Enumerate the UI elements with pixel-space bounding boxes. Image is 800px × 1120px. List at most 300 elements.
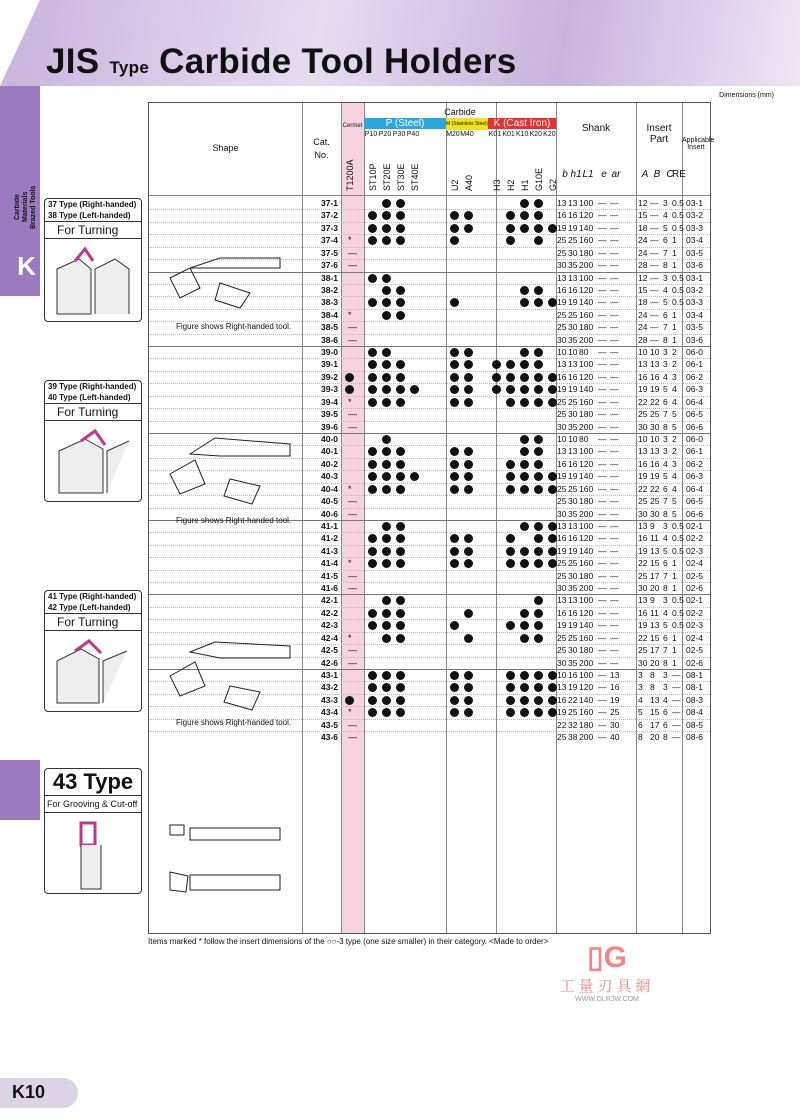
- availability-dot: [382, 373, 391, 382]
- availability-dot: [382, 522, 391, 531]
- dimension-value: 8: [663, 583, 668, 594]
- dimension-value: 30: [568, 645, 578, 656]
- dimension-value: 19: [638, 471, 648, 482]
- availability-dot: [534, 609, 543, 618]
- dimension-value: —: [598, 570, 607, 581]
- availability-dot: [520, 348, 529, 357]
- dimension-value: 5: [663, 297, 668, 308]
- cat-number: 38-5: [320, 322, 338, 333]
- dimension-value: 4: [663, 210, 668, 221]
- dimension-value: 9: [650, 595, 655, 606]
- availability-dot: [410, 385, 419, 394]
- dimension-value: 10: [650, 347, 660, 358]
- dimension-value: 120: [579, 371, 594, 382]
- dimension-value: —: [650, 284, 659, 295]
- applicable-insert: 03-3: [686, 297, 704, 308]
- availability-dot: [534, 199, 543, 208]
- dimension-value: —: [610, 322, 619, 333]
- availability-dot: [464, 671, 473, 680]
- tool-drawing-41: [160, 632, 300, 718]
- dimension-value: 11: [650, 533, 659, 544]
- dimension-value: 160: [579, 632, 594, 643]
- dimension-value: 12: [638, 198, 648, 208]
- applicable-insert: 08-1: [686, 682, 704, 693]
- availability-dot: [382, 286, 391, 295]
- dimension-value: 19: [557, 384, 567, 395]
- row-rule: [149, 334, 710, 335]
- grade-code: K01: [488, 131, 502, 138]
- availability-dot: [464, 696, 473, 705]
- dimension-value: 13: [557, 198, 567, 208]
- type-label: 41 Type (Right-handed): [48, 592, 137, 601]
- dimension-value: 22: [650, 396, 660, 407]
- dimension-value: 22: [557, 719, 567, 730]
- usage-label: For Turning: [45, 403, 141, 421]
- row-rule: [149, 371, 710, 372]
- availability-dot: [450, 211, 459, 220]
- dimension-value: 1: [672, 632, 677, 643]
- availability-dot: [506, 224, 515, 233]
- applicable-insert: 02-4: [686, 632, 704, 643]
- dimension-value: 30: [557, 334, 567, 345]
- cat-number: 43-6: [320, 732, 338, 743]
- availability-dot: [520, 360, 529, 369]
- dimension-value: —: [598, 409, 607, 420]
- dimension-value: 120: [579, 458, 594, 469]
- availability-dot: [520, 472, 529, 481]
- availability-dot: [534, 534, 543, 543]
- dimension-value: 140: [579, 471, 594, 482]
- dim-col-header: B: [653, 169, 661, 180]
- cermet-mark: *: [348, 707, 352, 718]
- type-badge-43: [44, 768, 142, 894]
- availability-dot: [464, 683, 473, 692]
- availability-dot: [506, 671, 515, 680]
- dimension-value: 30: [638, 583, 648, 594]
- dimension-value: 5: [672, 421, 677, 432]
- cermet-mark: —: [348, 645, 357, 656]
- dimension-value: 35: [568, 334, 578, 345]
- dimension-value: 13: [638, 520, 648, 531]
- availability-dot: [382, 485, 391, 494]
- availability-dot: [520, 373, 529, 382]
- dimension-value: 19: [610, 694, 620, 705]
- dimension-value: 35: [568, 657, 578, 668]
- dimension-value: —: [598, 247, 607, 258]
- availability-dot: [492, 385, 501, 394]
- dimension-value: 13: [568, 595, 578, 606]
- dimension-value: 25: [557, 496, 567, 507]
- availability-dot: [464, 460, 473, 469]
- dimension-value: 17: [650, 719, 660, 730]
- dim-col-header: h1: [570, 169, 582, 180]
- dimension-value: 180: [579, 409, 594, 420]
- dimension-value: 16: [568, 533, 578, 544]
- applicable-insert: 06-2: [686, 371, 704, 382]
- dimension-value: 19: [568, 471, 578, 482]
- cat-number: 41-2: [320, 533, 338, 544]
- dimension-value: 30: [557, 657, 567, 668]
- availability-dot: [534, 621, 543, 630]
- dimension-value: 160: [579, 235, 594, 246]
- availability-dot: [382, 708, 391, 717]
- dimension-value: 15: [650, 632, 660, 643]
- dimension-value: 160: [579, 707, 594, 718]
- dimension-value: 0.5: [672, 520, 684, 531]
- availability-dot: [506, 373, 515, 382]
- applicable-insert: 02-6: [686, 583, 704, 594]
- dimension-value: 0.5: [672, 595, 684, 606]
- applicable-insert: 02-5: [686, 645, 704, 656]
- column-rule: [496, 103, 497, 933]
- availability-dot: [464, 211, 473, 220]
- dimension-value: 0.5: [672, 620, 684, 631]
- dimension-value: 20: [650, 657, 660, 668]
- dimension-value: —: [598, 508, 607, 519]
- dimension-value: 5: [638, 707, 643, 718]
- dimension-value: 180: [579, 322, 594, 333]
- grade-code: P40: [406, 131, 420, 138]
- dimension-value: 22: [650, 483, 660, 494]
- cermet-mark: *: [348, 483, 352, 494]
- dimension-value: —: [598, 384, 607, 395]
- availability-dot: [520, 559, 529, 568]
- availability-dot: [450, 360, 459, 369]
- dimension-value: 8: [663, 732, 668, 743]
- cat-number: 40-0: [320, 433, 338, 444]
- dimension-value: 19: [638, 384, 648, 395]
- dimension-value: 16: [568, 210, 578, 221]
- availability-dot: [534, 683, 543, 692]
- dimension-value: 120: [579, 284, 594, 295]
- availability-dot: [396, 596, 405, 605]
- availability-dot: [450, 534, 459, 543]
- availability-dot: [396, 621, 405, 630]
- dimension-value: 20: [650, 583, 660, 594]
- applicable-insert-header: Applicable Insert: [682, 137, 715, 151]
- dimension-value: 35: [568, 421, 578, 432]
- grade-code: K01: [502, 131, 515, 138]
- availability-dot: [534, 348, 543, 357]
- dimension-value: —: [598, 198, 607, 208]
- type-label: 40 Type (Left-handed): [48, 393, 131, 402]
- dimension-value: 16: [568, 607, 578, 618]
- dimension-value: —: [610, 483, 619, 494]
- availability-dot: [464, 348, 473, 357]
- grade-code: K20: [543, 131, 556, 138]
- grade-code: P30: [392, 131, 406, 138]
- cermet-mark: —: [348, 583, 357, 594]
- applicable-insert: 08-4: [686, 707, 704, 718]
- dimension-value: —: [650, 309, 659, 320]
- availability-dot: [382, 398, 391, 407]
- dimension-value: 35: [568, 260, 578, 271]
- dimension-value: 15: [638, 284, 648, 295]
- availability-dot: [520, 298, 529, 307]
- availability-dot: [548, 485, 557, 494]
- availability-dot: [368, 683, 377, 692]
- page-title: [46, 42, 516, 82]
- row-rule: [149, 532, 710, 533]
- dimension-value: 140: [579, 694, 594, 705]
- dimension-value: 13: [638, 359, 648, 370]
- applicable-insert: 08-3: [686, 694, 704, 705]
- cat-number: 43-4: [320, 707, 338, 718]
- row-rule: [149, 607, 710, 608]
- dimension-value: —: [610, 558, 619, 569]
- dimension-value: 8: [663, 657, 668, 668]
- applicable-insert: 03-5: [686, 247, 704, 258]
- availability-dot: [368, 360, 377, 369]
- dimension-value: 25: [557, 558, 567, 569]
- dimension-value: —: [610, 359, 619, 370]
- dimension-value: —: [598, 707, 607, 718]
- grade-code: P10: [364, 131, 378, 138]
- applicable-insert: 02-3: [686, 545, 704, 556]
- dimension-value: 16: [557, 607, 567, 618]
- dimension-value: 13: [638, 446, 648, 457]
- m-stainless-header: M (Stainless Steel): [446, 118, 488, 130]
- dimension-value: 16: [568, 669, 578, 680]
- title-jis: JIS: [46, 42, 100, 81]
- grade-name: ST10P: [368, 163, 378, 191]
- dimension-value: —: [598, 719, 607, 730]
- carbide-header: Carbide: [444, 107, 476, 117]
- availability-dot: [396, 460, 405, 469]
- availability-dot: [382, 634, 391, 643]
- dimension-value: 13: [650, 694, 660, 705]
- availability-dot: [520, 485, 529, 494]
- applicable-insert: 03-2: [686, 210, 704, 221]
- row-rule: [149, 594, 710, 595]
- dimension-value: 16: [638, 533, 648, 544]
- header-rule: [149, 195, 710, 196]
- cermet-mark: —: [348, 322, 357, 333]
- dimension-value: 8: [650, 669, 655, 680]
- dimension-value: 12: [638, 272, 648, 283]
- dimension-value: 22: [638, 632, 648, 643]
- availability-dot: [492, 373, 501, 382]
- cat-number: 42-2: [320, 607, 338, 618]
- shank-header: Shank: [581, 123, 611, 134]
- dim-col-header: e: [601, 169, 607, 180]
- dimension-value: 200: [579, 334, 594, 345]
- dimension-value: —: [650, 260, 659, 271]
- dimension-value: —: [672, 732, 681, 743]
- availability-dot: [506, 385, 515, 394]
- dimension-value: 1: [672, 583, 677, 594]
- availability-dot: [382, 236, 391, 245]
- availability-dot: [450, 236, 459, 245]
- dimension-value: —: [650, 297, 659, 308]
- tool-drawing-39: [160, 424, 300, 514]
- cat-number: 40-3: [320, 471, 338, 482]
- availability-dot: [450, 224, 459, 233]
- dimension-value: 25: [568, 632, 578, 643]
- dimension-value: 2: [672, 446, 677, 457]
- dimension-value: 1: [672, 322, 677, 333]
- dimension-value: 4: [672, 471, 677, 482]
- dimension-value: 100: [579, 595, 594, 606]
- availability-dot: [382, 621, 391, 630]
- dimension-value: 0.5: [672, 545, 684, 556]
- dimension-value: 13: [638, 595, 648, 606]
- dimension-value: 16: [638, 458, 648, 469]
- cat-number: 37-1: [320, 198, 338, 208]
- row-rule: [149, 383, 710, 384]
- dimension-value: 16: [568, 371, 578, 382]
- dimension-value: 140: [579, 545, 594, 556]
- cermet-mark: —: [348, 260, 357, 271]
- grade-name: U2: [450, 179, 460, 191]
- applicable-insert: 02-2: [686, 533, 704, 544]
- dimension-value: 19: [557, 707, 567, 718]
- dimension-value: 30: [638, 421, 648, 432]
- dimension-value: 100: [579, 272, 594, 283]
- dimension-value: 24: [638, 322, 648, 333]
- dimension-value: 8: [663, 508, 668, 519]
- tool-shape-icon: [45, 813, 139, 891]
- dimension-value: —: [598, 334, 607, 345]
- dimension-value: 120: [579, 682, 594, 693]
- dimension-value: —: [598, 272, 607, 283]
- cermet-mark: *: [348, 396, 352, 407]
- grade-name: T1200A: [345, 159, 355, 191]
- availability-dot: [520, 224, 529, 233]
- watermark: [537, 940, 677, 1003]
- dimension-value: 30: [557, 260, 567, 271]
- availability-dot: [396, 236, 405, 245]
- dimension-value: —: [610, 458, 619, 469]
- applicable-insert: 03-2: [686, 284, 704, 295]
- shape-header: Shape: [212, 143, 239, 153]
- dimension-value: 10: [650, 433, 660, 444]
- insert-part-header: Insert Part: [646, 123, 672, 145]
- dimension-value: 16: [610, 682, 620, 693]
- dimension-value: 30: [610, 719, 620, 730]
- dimensions-unit: Dimensions (mm): [719, 92, 774, 99]
- availability-dot: [506, 398, 515, 407]
- dimension-value: 160: [579, 396, 594, 407]
- dimension-value: 13: [650, 446, 660, 457]
- availability-dot: [520, 435, 529, 444]
- cat-number: 39-6: [320, 421, 338, 432]
- dimension-value: —: [610, 583, 619, 594]
- availability-dot: [506, 547, 515, 556]
- dimension-value: 4: [663, 694, 668, 705]
- dimension-value: 0.5: [672, 533, 684, 544]
- dimension-value: —: [610, 632, 619, 643]
- availability-dot: [464, 472, 473, 481]
- dimension-value: 160: [579, 558, 594, 569]
- dimension-value: —: [672, 707, 681, 718]
- row-rule: [149, 358, 710, 359]
- availability-dot: [345, 696, 354, 705]
- dimension-value: 0.5: [672, 198, 684, 208]
- availability-dot: [382, 683, 391, 692]
- dimension-value: 6: [663, 707, 668, 718]
- dimension-value: 24: [638, 235, 648, 246]
- dimension-value: 100: [579, 198, 594, 208]
- dimension-value: —: [598, 458, 607, 469]
- dimension-value: 16: [557, 694, 567, 705]
- dimension-value: —: [598, 545, 607, 556]
- availability-dot: [450, 621, 459, 630]
- dimension-value: —: [598, 446, 607, 457]
- type-badge-37-38: [44, 198, 142, 322]
- cermet-mark: —: [348, 409, 357, 420]
- dimension-value: —: [598, 222, 607, 233]
- availability-dot: [450, 696, 459, 705]
- dimension-value: 15: [650, 707, 660, 718]
- dimension-value: 13: [568, 446, 578, 457]
- dimension-value: 100: [579, 446, 594, 457]
- dimension-value: —: [598, 297, 607, 308]
- dimension-value: 3: [663, 198, 668, 208]
- dimension-value: 35: [568, 583, 578, 594]
- dimension-value: 25: [557, 322, 567, 333]
- dimension-value: 7: [663, 496, 668, 507]
- applicable-insert: 06-4: [686, 396, 704, 407]
- dimension-value: —: [610, 384, 619, 395]
- dimension-value: 16: [557, 371, 567, 382]
- dimension-value: 4: [663, 284, 668, 295]
- dimension-value: 16: [638, 607, 648, 618]
- dimension-value: 30: [568, 570, 578, 581]
- availability-dot: [368, 447, 377, 456]
- availability-dot: [382, 696, 391, 705]
- row-rule: [149, 731, 710, 732]
- dimension-value: 13: [568, 272, 578, 283]
- cat-number: 38-2: [320, 284, 338, 295]
- cat-number: 43-1: [320, 669, 338, 680]
- availability-dot: [396, 311, 405, 320]
- availability-dot: [368, 708, 377, 717]
- p-steel-header: P (Steel): [364, 118, 446, 129]
- cat-number: 38-4: [320, 309, 338, 320]
- availability-dot: [368, 609, 377, 618]
- dimension-value: 200: [579, 583, 594, 594]
- dimension-value: 180: [579, 645, 594, 656]
- dimension-value: 15: [638, 210, 648, 221]
- availability-dot: [548, 696, 557, 705]
- availability-dot: [506, 460, 515, 469]
- dimension-value: 120: [579, 533, 594, 544]
- dimension-value: —: [610, 570, 619, 581]
- availability-dot: [534, 360, 543, 369]
- availability-dot: [492, 360, 501, 369]
- type-label: 39 Type (Right-handed): [48, 382, 137, 391]
- availability-dot: [548, 373, 557, 382]
- availability-dot: [534, 385, 543, 394]
- tool-drawing-43: [160, 810, 300, 910]
- cermet-mark: —: [348, 508, 357, 519]
- dimension-value: —: [598, 260, 607, 271]
- row-rule: [149, 619, 710, 620]
- dimension-value: 25: [557, 309, 567, 320]
- dimension-value: —: [672, 694, 681, 705]
- dimension-value: 10: [568, 433, 578, 444]
- availability-dot: [520, 671, 529, 680]
- dimension-value: 16: [557, 284, 567, 295]
- applicable-insert: 02-4: [686, 558, 704, 569]
- availability-dot: [520, 609, 529, 618]
- dimension-value: 8: [663, 334, 668, 345]
- dimension-value: 180: [579, 247, 594, 258]
- tool-shape-icon: [45, 239, 139, 319]
- column-rule: [364, 103, 365, 933]
- availability-dot: [396, 522, 405, 531]
